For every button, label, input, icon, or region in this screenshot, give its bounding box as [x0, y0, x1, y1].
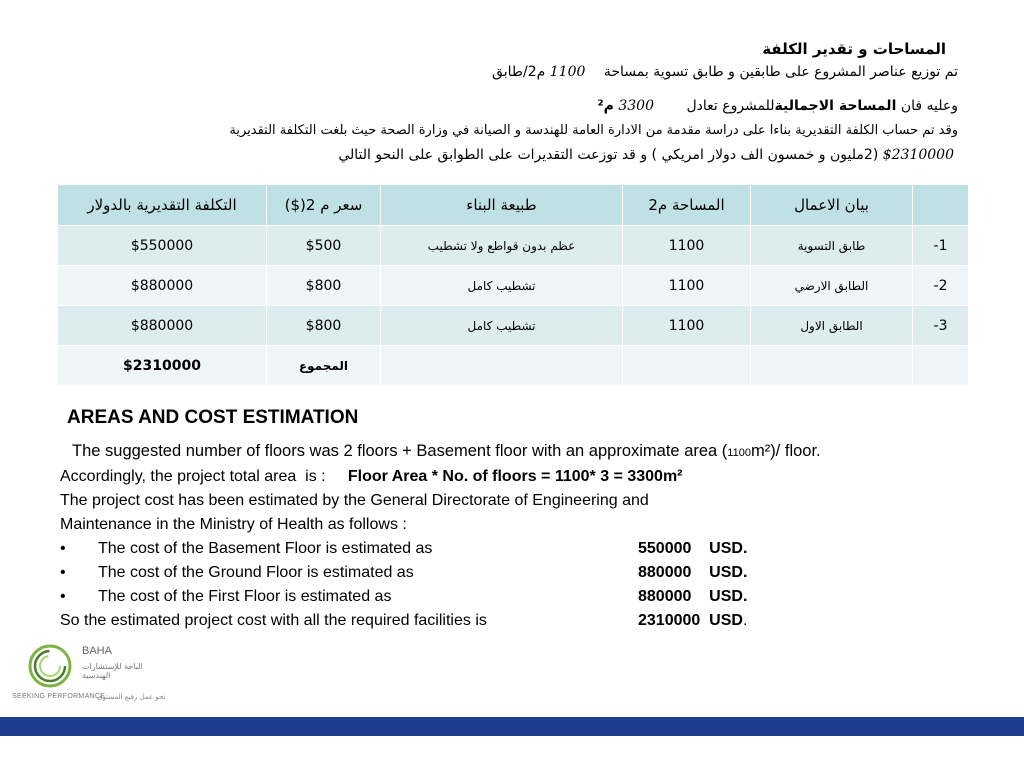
arabic-line1-unit: م2/طابق	[492, 64, 546, 80]
cell-empty	[623, 346, 751, 386]
cell-area: 1100	[623, 226, 751, 266]
cell-total-label: المجموع	[267, 346, 381, 386]
arabic-line-cost-total	[338, 147, 954, 163]
english-line2-bold: Floor Area * No. of floors = 1100* 3 = 3300m²	[347, 468, 683, 485]
arabic-line4-value: $2310000	[882, 147, 954, 163]
english-line1-small: 1100	[727, 447, 751, 459]
bullet-mark: •	[60, 564, 66, 581]
header-cell-cost: التكلفة التقديرية بالدولار	[58, 185, 267, 226]
table-row	[58, 306, 969, 346]
cell-type: عظم بدون قواطع ولا تشطيب	[381, 226, 623, 266]
table-row	[58, 226, 969, 266]
bullet-mark: •	[60, 588, 66, 605]
cell-item: الطابق الارضي	[751, 266, 913, 306]
cell-empty	[913, 346, 969, 386]
bullet-mark: •	[60, 540, 66, 557]
arabic-line1-text: تم توزيع عناصر المشروع على طابقين و طابق تسوية بمساحة	[603, 64, 958, 80]
list-item	[60, 564, 820, 586]
table-total-row	[58, 346, 969, 386]
arabic-line-total-area	[597, 98, 958, 114]
bullet-text: The cost of the Basement Floor is estimated as	[98, 540, 433, 557]
bullet-value: 880000 USD.	[638, 564, 748, 581]
logo-slogan: SEEKING PERFORMANCE	[12, 693, 106, 700]
table-header-row	[58, 185, 969, 226]
footer-bar	[0, 717, 1024, 736]
cell-cost: $880000	[58, 306, 267, 346]
bullet-value: 550000 USD.	[638, 540, 748, 557]
arabic-line-floors	[492, 64, 958, 80]
cell-number: 2-	[913, 266, 969, 306]
english-line8-text: So the estimated project cost with all the required facilities is	[60, 612, 487, 629]
cell-item: طابق التسوية	[751, 226, 913, 266]
english-line-summary	[60, 612, 840, 634]
english-line-cost-basis-1: The project cost has been estimated by the General Directorate of Engineering and	[60, 492, 649, 509]
cost-table	[57, 184, 969, 386]
cell-area: 1100	[623, 266, 751, 306]
table-row	[58, 266, 969, 306]
cell-number: 3-	[913, 306, 969, 346]
list-item	[60, 588, 820, 610]
english-line1-b: m²)/ floor.	[750, 442, 821, 460]
logo-arabic-name: الباحة للإستشارات الهندسية	[82, 662, 143, 680]
english-title: AREAS AND COST ESTIMATION	[67, 407, 359, 428]
cell-number: 1-	[913, 226, 969, 266]
cell-price: $800	[267, 306, 381, 346]
english-line8-end: .	[742, 612, 748, 629]
header-cell-number	[913, 185, 969, 226]
bullet-value: 880000 USD.	[638, 588, 748, 605]
cell-cost: $880000	[58, 266, 267, 306]
english-line-total-area	[60, 468, 683, 486]
english-line8-value: 2310000 USD	[638, 612, 743, 629]
cell-cost: $550000	[58, 226, 267, 266]
english-line-cost-basis-2: Maintenance in the Ministry of Health as follows :	[60, 516, 407, 533]
header-cell-price: سعر م 2($)	[267, 185, 381, 226]
arabic-line4-text: (2مليون و خمسون الف دولار امريكي ) و قد توزعت التقديرات على الطوابق على النحو التالي	[338, 147, 879, 163]
cell-empty	[381, 346, 623, 386]
cell-type: تشطيب كامل	[381, 306, 623, 346]
arabic-line2-unit: م²	[597, 98, 614, 114]
cell-type: تشطيب كامل	[381, 266, 623, 306]
arabic-line-cost-basis: وقد تم حساب الكلفة التقديرية بناءا على دراسة مقدمة من الادارة العامة للهندسة و الصيانة في وزارة الصحة حيث بلغت التكلفة التقديرية	[229, 123, 958, 138]
logo-slogan-arabic: نحو عمل رفيع المستوى	[97, 693, 166, 701]
logo-name: BAHA	[82, 645, 112, 657]
arabic-line1-value: 1100	[549, 64, 586, 80]
cell-total-value: $2310000	[58, 346, 267, 386]
header-cell-item: بيان الاعمال	[751, 185, 913, 226]
cell-area: 1100	[623, 306, 751, 346]
arabic-line2-bold: المساحة الاجمالية	[774, 98, 897, 114]
cell-empty	[751, 346, 913, 386]
bullet-text: The cost of the First Floor is estimated as	[98, 588, 392, 605]
arabic-line2-prefix: وعليه فان	[900, 98, 958, 114]
header-cell-type: طبيعة البناء	[381, 185, 623, 226]
cell-price: $800	[267, 266, 381, 306]
english-line2-a: Accordingly, the project total area is :	[60, 468, 348, 485]
arabic-title: المساحات و تقدير الكلفة	[762, 40, 946, 58]
header-cell-area: المساحة م2	[623, 185, 751, 226]
arabic-line2-value: 3300	[618, 98, 654, 114]
list-item	[60, 540, 820, 562]
english-line1-a: The suggested number of floors was 2 floors + Basement floor with an approximate area (	[72, 442, 728, 460]
english-line8-value-wrap	[638, 612, 747, 630]
cell-item: الطابق الاول	[751, 306, 913, 346]
bullet-text: The cost of the Ground Floor is estimated as	[98, 564, 414, 581]
arabic-line2-text: للمشروع تعادل	[686, 98, 775, 114]
english-line-floors	[72, 442, 821, 461]
cell-price: $500	[267, 226, 381, 266]
